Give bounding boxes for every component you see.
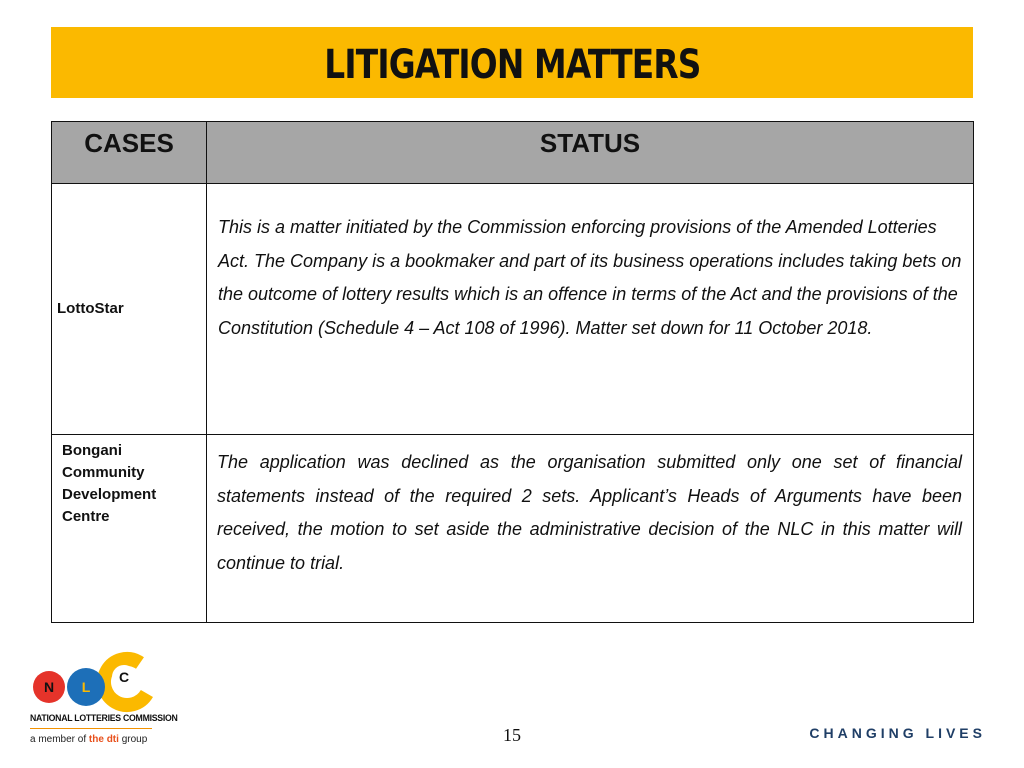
table-header-row (52, 122, 974, 184)
page-number: 15 (503, 725, 521, 745)
logo-letter-n: N (43, 679, 55, 695)
title-banner (51, 27, 973, 98)
header-cases: CASES (52, 122, 207, 184)
litigation-table (51, 121, 974, 623)
header-status: STATUS (207, 122, 974, 184)
logo-letter-l: L (81, 679, 91, 695)
status-cell (207, 435, 974, 623)
table-row (52, 435, 974, 623)
logo-org-name: NATIONAL LOTTERIES COMMISSION (30, 713, 178, 724)
status-text: The application was declined as the organisation submitted only one set of financial statements instead of the required 2 sets. Applicant’s Heads of Arguments have been received, the motion to set aside the administrative decision of the NLC in this matter will continue to trial. (217, 452, 962, 573)
changing-lives-tagline: CHANGING LIVES (809, 725, 986, 741)
table-row (52, 184, 974, 435)
logo-tag-prefix: a member of (30, 734, 87, 745)
status-text: This is a matter initiated by the Commission enforcing provisions of the Amended Lotteries Act. The Company is a bookmaker and part of its business operations includes taking bets on the outcome of lottery results which is an offence in terms of the Act and the provisions of the Constitution (Schedule 4 – Act 108 of 1996). Matter set down for 11 October 2018. (218, 217, 962, 338)
logo-letter-c: C (118, 669, 130, 685)
case-name: Bongani Community Development Centre (62, 442, 157, 525)
case-cell (52, 435, 207, 623)
status-cell (207, 184, 974, 435)
logo-tag-suffix: group (121, 734, 148, 745)
page-title: LITIGATION MATTERS (323, 41, 701, 88)
case-name: LottoStar (57, 300, 124, 317)
logo-tag-group: the dti (88, 734, 119, 745)
case-cell (52, 184, 207, 435)
